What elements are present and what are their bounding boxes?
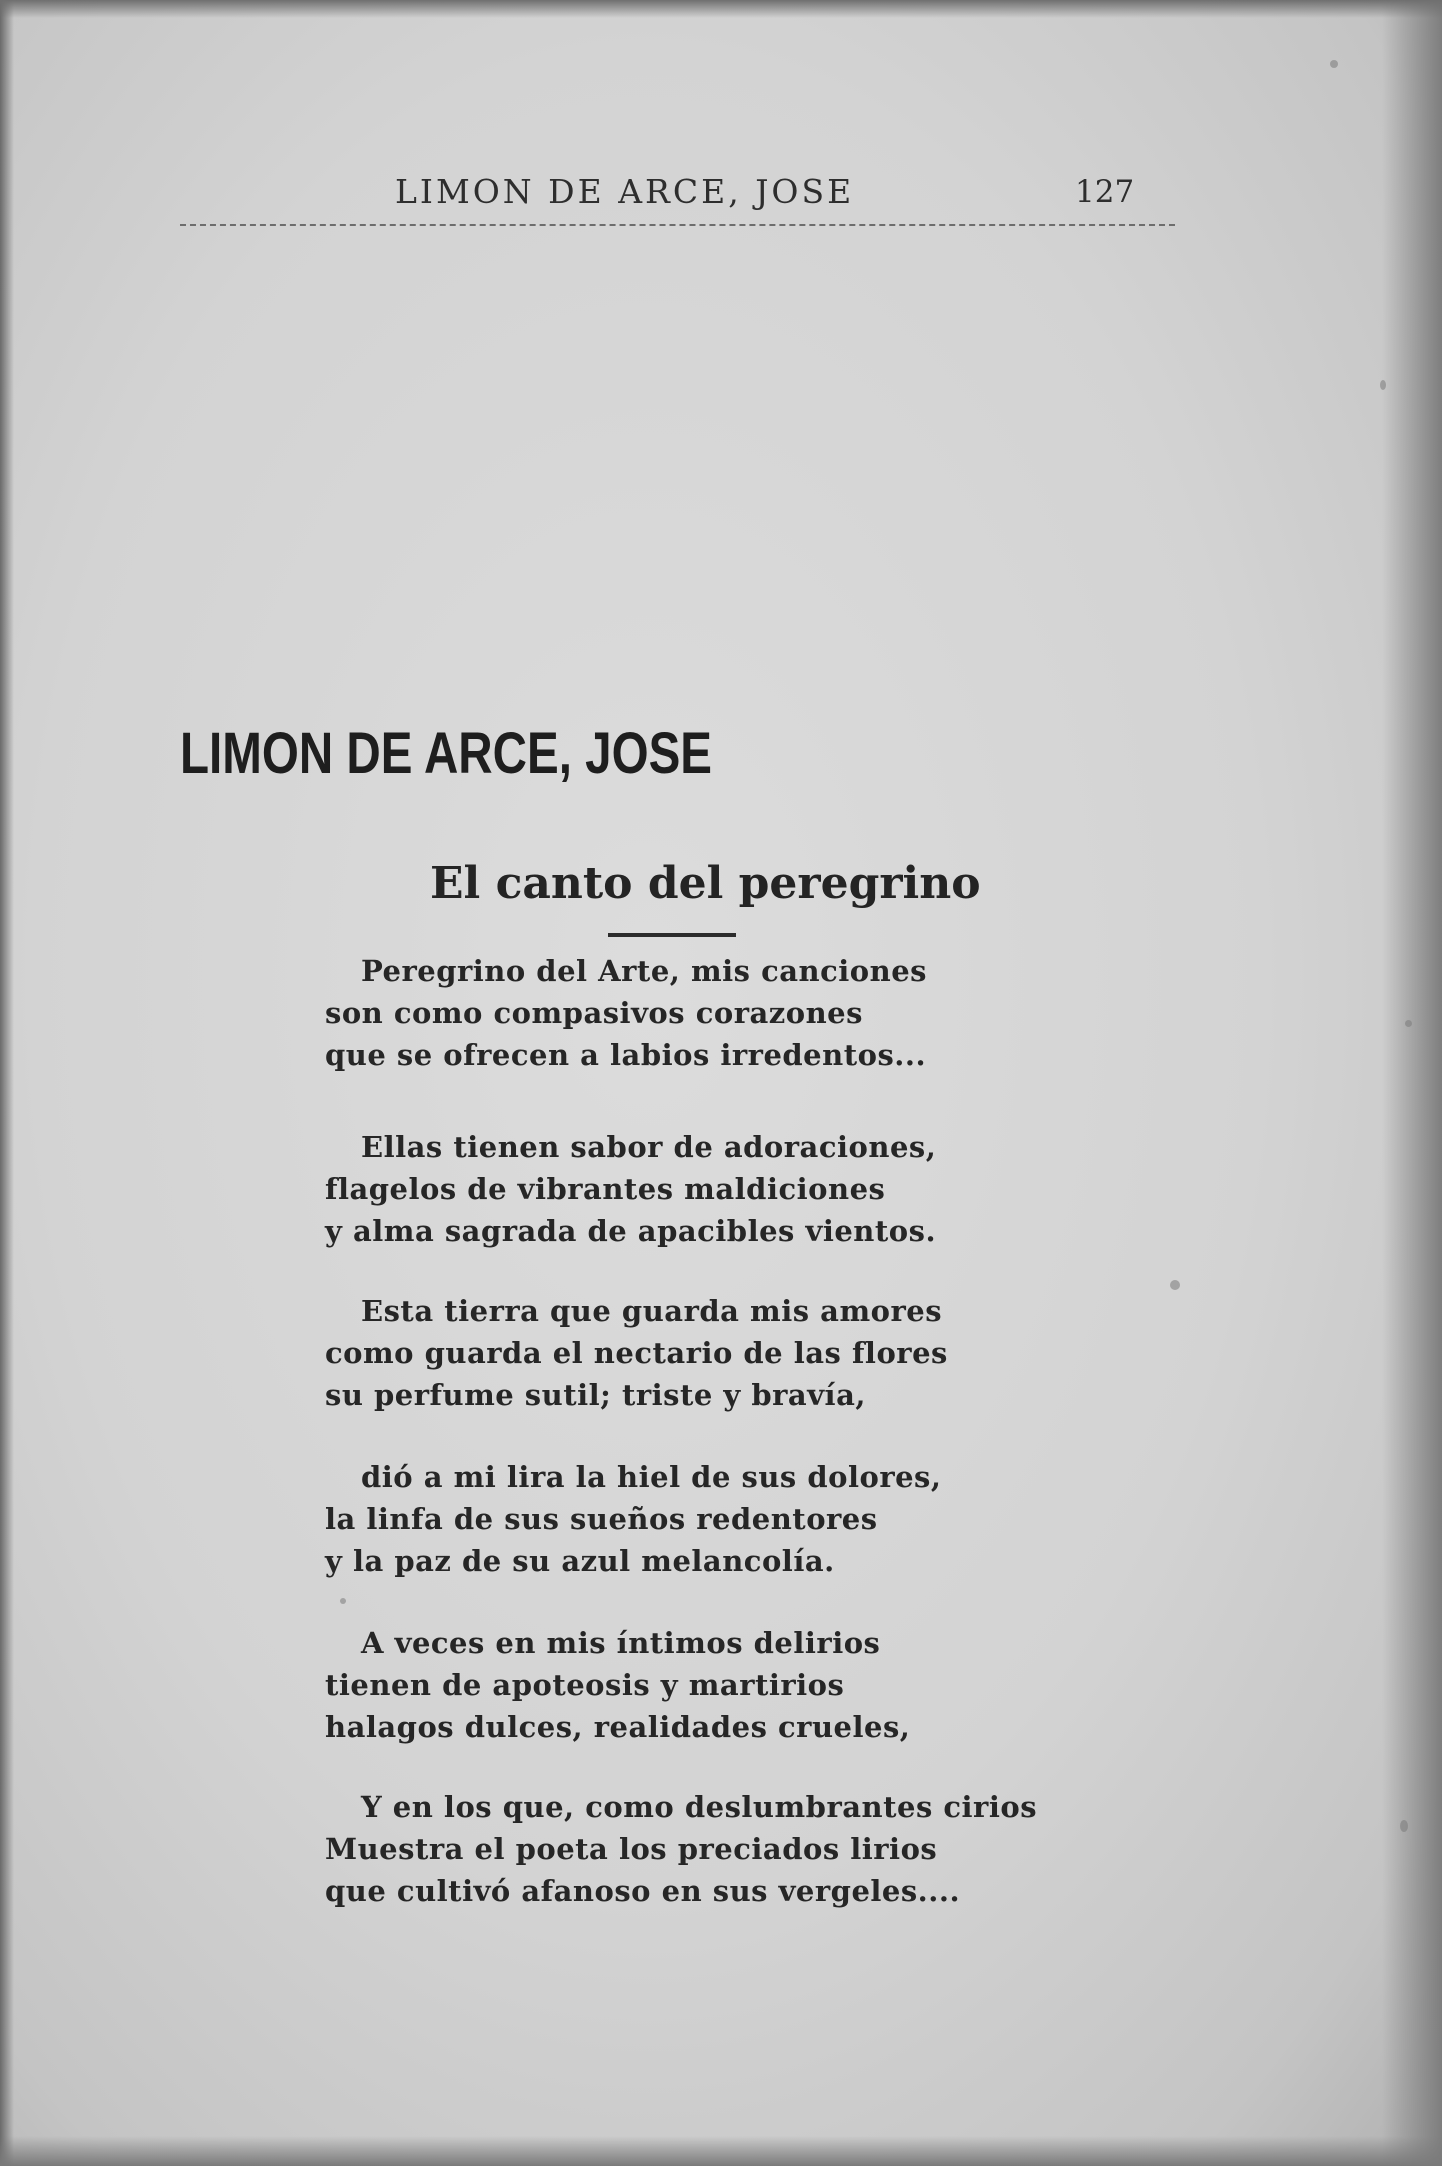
paper-speck [1170,1280,1180,1290]
paper-speck [1405,1020,1412,1027]
stanza-4 [325,1456,1085,1582]
paper-speck [340,1598,346,1604]
poem-line: Peregrino del Arte, mis canciones [361,954,927,988]
poem-line: que cultivó afanoso en sus vergeles.... [325,1874,961,1908]
poem-line: y alma sagrada de apacibles vientos. [325,1214,937,1248]
poem-line: tienen de apoteosis y martirios [325,1668,845,1702]
page-edge-right [1382,0,1442,2166]
stanza-6 [325,1786,1085,1912]
poem-line: halagos dulces, realidades crueles, [325,1710,911,1744]
poem-line: y la paz de su azul melancolía. [325,1544,835,1578]
poem-line: flagelos de vibrantes maldiciones [325,1172,886,1206]
page-edge-top [0,0,1442,18]
paper-speck [1400,1820,1408,1832]
poem-line: son como compasivos corazones [325,996,863,1030]
poem-line: Ellas tienen sabor de adoraciones, [361,1130,937,1164]
poem-line: su perfume sutil; triste y bravía, [325,1378,866,1412]
poem-line: Esta tierra que guarda mis amores [361,1294,943,1328]
poem-line: como guarda el nectario de las flores [325,1336,948,1370]
poem-line: que se ofrecen a labios irredentos... [325,1038,927,1072]
page-number: 127 [1075,174,1135,210]
poem-title: El canto del peregrino [430,858,981,909]
poem-line: la linfa de sus sueños redentores [325,1502,878,1536]
paper-speck [1380,380,1386,390]
page-edge-bottom [0,2136,1442,2166]
title-rule [608,933,736,937]
poem-line: A veces en mis íntimos delirios [361,1626,881,1660]
stanza-3 [325,1290,1085,1416]
paper-speck [1330,60,1338,68]
author-heading: LIMON DE ARCE, JOSE [180,721,713,786]
poem-line: dió a mi lira la hiel de sus dolores, [361,1460,942,1494]
page-edge-left [0,0,14,2166]
poem-line: Y en los que, como deslumbrantes cirios [361,1790,1038,1824]
poem-line: Muestra el poeta los preciados lirios [325,1832,938,1866]
stanza-5 [325,1622,1085,1748]
header-rule [180,224,1175,226]
running-head: LIMON DE ARCE, JOSE [395,172,855,211]
stanza-1 [325,950,1085,1076]
stanza-2 [325,1126,1085,1252]
